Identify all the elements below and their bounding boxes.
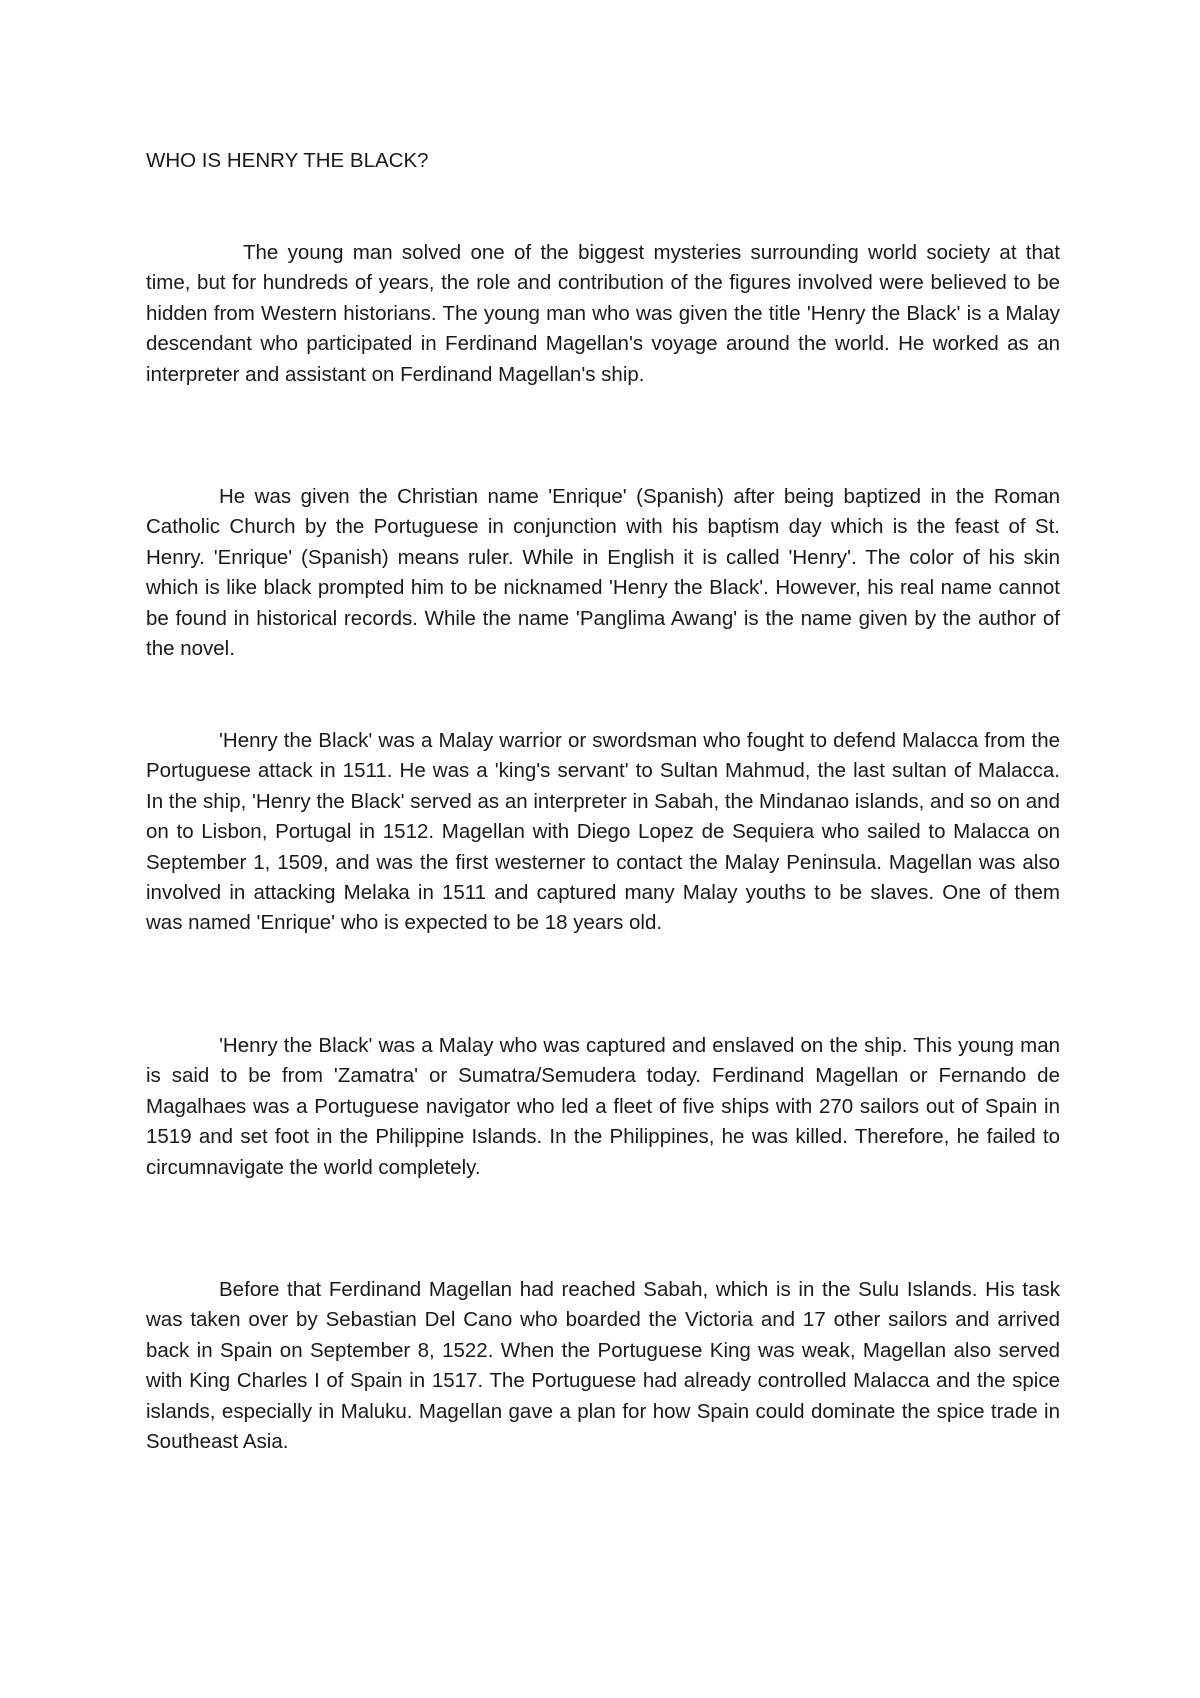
paragraph-2: He was given the Christian name 'Enrique' (Spanish) after being baptized in the Roman Catholic Church by the Portuguese in conjunction with his baptism day which is the feast of St. Henry. 'Enrique' (Spanish) means ruler. While in English it is called 'Henry'. The color of his skin which is like black prompted him to be nicknamed 'Henry the Black'. However, his real name cannot be found in historical records. While the name 'Panglima Awang' is the name given by the author of the novel. (146, 485, 1060, 661)
paragraph-3: 'Henry the Black' was a Malay warrior or swordsman who fought to defend Malacca from the Portuguese attack in 1511. He was a 'king's servant' to Sultan Mahmud, the last sultan of Malacca. In the ship, 'Henry the Black' served as an interpreter in Sabah, the Mindanao islands, and so on and on to Lisbon, Portugal in 1512. Magellan with Diego Lopez de Sequiera who sailed to Malacca on September 1, 1509, and was the first westerner to contact the Malay Peninsula. Magellan was also involved in attacking Melaka in 1511 and captured many Malay youths to be slaves. One of them was named 'Enrique' who is expected to be 18 years old. (146, 729, 1060, 935)
paragraph-5: Before that Ferdinand Magellan had reached Sabah, which is in the Sulu Islands. His task was taken over by Sebastian Del Cano who boarded the Victoria and 17 other sailors and arrived back in Spain on September 8, 1522. When the Portuguese King was weak, Magellan also served with King Charles I of Spain in 1517. The Portuguese had already controlled Malacca and the spice islands, especially in Maluku. Magellan gave a plan for how Spain could dominate the spice trade in Southeast Asia. (146, 1278, 1060, 1454)
document-title: WHO IS HENRY THE BLACK? (146, 149, 429, 172)
paragraph-4: 'Henry the Black' was a Malay who was captured and enslaved on the ship. This young man is said to be from 'Zamatra' or Sumatra/Semudera today. Ferdinand Magellan or Fernando de Magalhaes was a Portuguese navigator who led a fleet of five ships with 270 sailors out of Spain in 1519 and set foot in the Philippine Islands. In the Philippines, he was killed. Therefore, he failed to circumnavigate the world completely. (146, 1034, 1060, 1179)
paragraph-1: The young man solved one of the biggest mysteries surrounding world society at that time, but for hundreds of years, the role and contribution of the figures involved were believed to be hidden from Western historians. The young man who was given the title 'Henry the Black' is a Malay descendant who participated in Ferdinand Magellan's voyage around the world. He worked as an interpreter and assistant on Ferdinand Magellan's ship. (146, 241, 1060, 386)
